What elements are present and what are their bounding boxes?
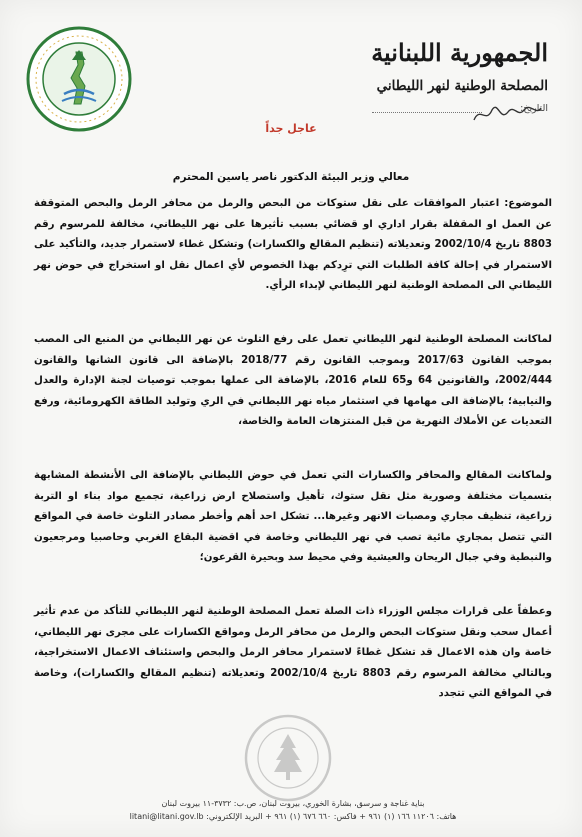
official-stamp: [242, 712, 334, 804]
date-line: [372, 112, 482, 113]
footer-contact: هاتف: ١١٢٠٦ ١٦٦ (١) ٩٦١ + فاكس: ٦٦٠ ٦٧٦ (١) ٩٦١ + البريد الإلكتروني: litani@litani.gov.lb: [129, 812, 457, 821]
date-label: التاريخ:: [520, 103, 548, 114]
body-paragraph-2: ولماكانت المقالع والمحافر والكسارات التي تعمل في حوض الليطاني بالإضافة الى الأنشطة المشابهة بتسميات مختلفة وصورية مثل نقل ستوك، تأهيل واستصلاح ارض زراعية، تجميع مواد بناء او التربة زراعية، تنظيف مجاري ومصبات الانهر وغيرها... تشكل احد أهم وأخطر مصادر التلوث خاصة في المواقع التي تتصل بمجاري مائية تصب في نهر الليطاني وخاصة في اقضية البقاع الغربي وحاصبيا ومرجعيون والنبطية وفي جبال الريحان والعيشية وفي محيط سد وبحيرة القرعون؛: [34, 470, 552, 564]
body-paragraph-3: وعطفاً على قرارات مجلس الوزراء ذات الصلة تعمل المصلحة الوطنية لنهر الليطاني للتأكد من عدم تأثير أعمال سحب ونقل ستوكات البحص والرمل من محافر الرمل ومواقع الكسارات على مجرى نهر الليطاني، خاصة وان هذه الاعمال قد تشكل غطاءً لاستمرار محافر الرمل والبحص واستئناف الاعمال الاستخراجية، وبالتالي مخالفة المرسوم رقم 8803 تاريخ 2002/10/4 وتعديلاته (تنظيم المقالع والكسارات)، وخاصة في المواقع التي تتجدد: [34, 606, 552, 700]
country-heading: الجمهورية اللبنانية: [371, 38, 548, 67]
addressee-line: معالي وزير البيئة الدكتور ناصر ياسين المحترم: [172, 171, 410, 183]
letter-footer: [34, 797, 552, 823]
authority-logo: [24, 24, 134, 134]
body-paragraph-1: لماكانت المصلحة الوطنية لنهر الليطاني تعمل على رفع التلوث عن نهر الليطاني من المنبع الى المصب بموجب القانون 2017/63 وبموجب القانون رقم 2018/77 بالإضافة الى قانون الشانها والقانون 2002/444، والقانونين 64 و65 للعام 2016، بالإضافة الى عملها بموجب توصيات لجنة الإدارة والعدل والنيابية؛ بالإضافة الى مهامها في استثمار مياه نهر الليطاني في الري وتوليد الطاقة الكهرومائية، ورفع التعديات عن الأملاك النهرية من قبل المنتزهات العامة والخاصة،: [34, 334, 553, 428]
urgency-label: عاجل جداً: [265, 122, 317, 135]
subject-paragraph: الموضوع: اعتبار الموافقات على نقل ستوكات من البحص والرمل من محافر الرمل والبحص المتوقفة عن العمل او المقفلة بقرار اداري او قضائي بسبب تأثيرها على نهر الليطاني، مخالفة للمرسوم رقم 8803 تاريخ 2002/10/4 وتعديلاته (تنظيم المقالع والكسارات) وتشكل غطاء لاستمرار جديد، والتأكيد على الاستمرار في إحالة كافة الطلبات التي ترِدكم بهذا الخصوص لأي اعمال نقل او استخراج في حوض نهر الليطاني الى المصلحة الوطنية لنهر الليطاني لإبداء الرأي.: [34, 198, 553, 292]
authority-heading: المصلحة الوطنية لنهر الليطاني: [376, 78, 548, 94]
footer-address: بناية غناجة و سرسق، بشارة الخوري، بيروت لبنان، ص.ب: ٣٧٣٢-١١ بيروت لبنان: [161, 799, 425, 808]
